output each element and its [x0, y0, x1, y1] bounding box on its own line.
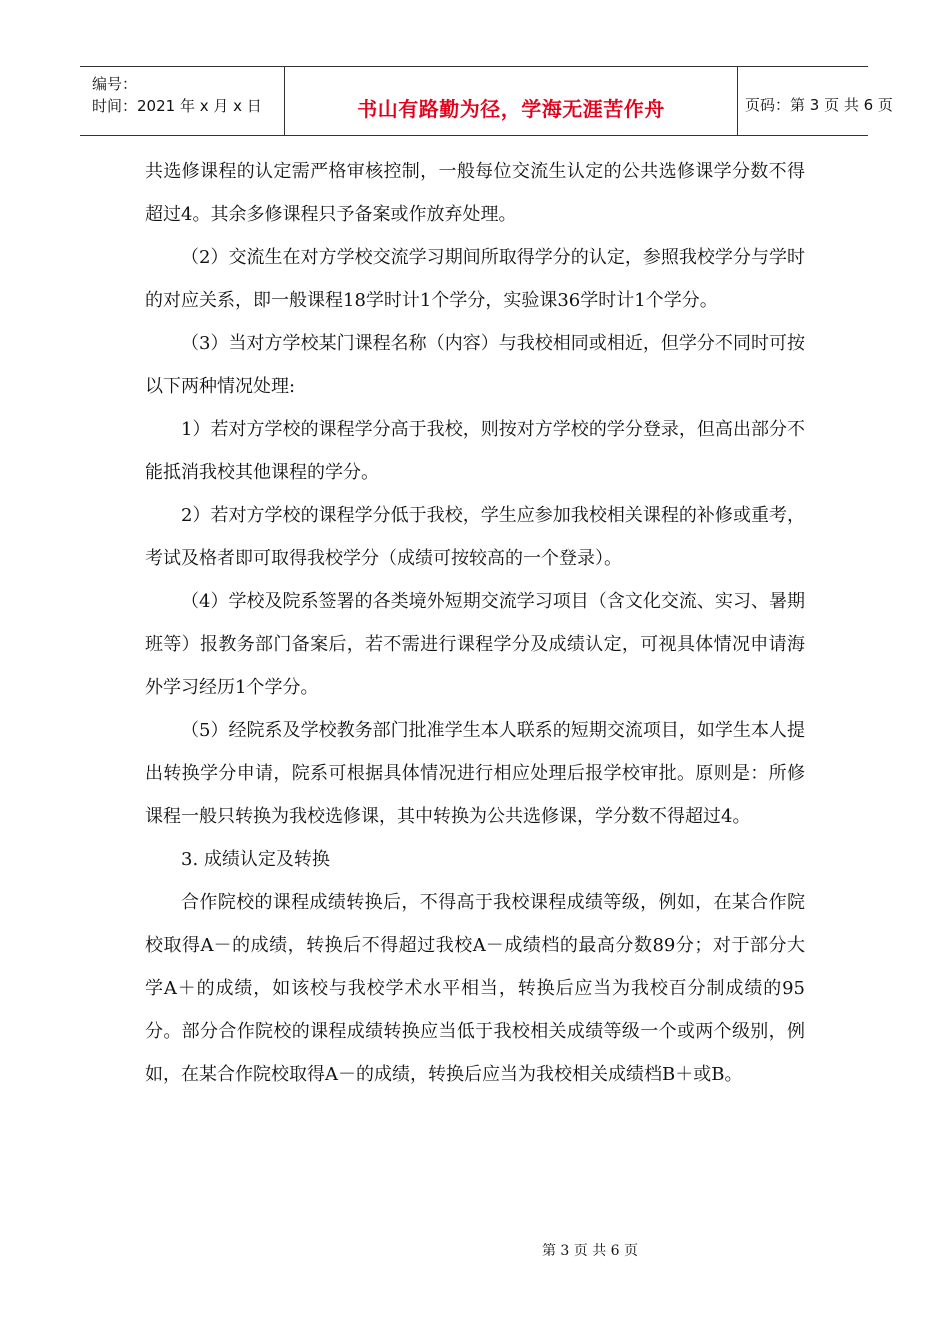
- paragraph-item-2: （2）交流生在对方学校交流学习期间所取得学分的认定，参照我校学分与学时的对应关系，即一般课程18学时计1个学分，实验课36学时计1个学分。: [145, 247, 805, 311]
- header-motto-cell: [284, 67, 738, 135]
- paragraph-grade-conversion: 合作院校的课程成绩转换后，不得高于我校课程成绩等级，例如，在某合作院校取得A－的成绩，转换后不得超过我校A－成绩档的最高分数89分；对于部分大学A＋的成绩，如该校与我校学术水平相当，转换后应当为我校百分制成绩的95分。部分合作院校的课程成绩转换应当低于我校相关成绩等级一个或两个级别，例如，在某合作院校取得A－的成绩，转换后应当为我校相关成绩档B＋或B。: [145, 892, 805, 1085]
- paragraph-item-3: （3）当对方学校某门课程名称（内容）与我校相同或相近，但学分不同时可按以下两种情况处理:: [145, 333, 805, 397]
- paragraph-subitem-1: 1）若对方学校的课程学分高于我校，则按对方学校的学分登录，但高出部分不能抵消我校其他课程的学分。: [145, 419, 805, 483]
- document-body: [145, 150, 805, 1096]
- paragraph-item-5: （5）经院系及学校教务部门批准学生本人联系的短期交流项目，如学生本人提出转换学分申请，院系可根据具体情况进行相应处理后报学校审批。原则是：所修课程一般只转换为我校选修课，其中转换为公共选修课，学分数不得超过4。: [145, 720, 805, 827]
- paragraph-subitem-2: 2）若对方学校的课程学分低于我校，学生应参加我校相关课程的补修或重考，考试及格者即可取得我校学分（成绩可按较高的一个登录）。: [145, 505, 805, 569]
- section-heading: 3. 成绩认定及转换: [181, 849, 330, 870]
- header-left-cell: [80, 67, 284, 135]
- document-number-label: 编号：: [92, 75, 138, 93]
- header-right-cell: [737, 67, 893, 135]
- header-page-info: 页码：第 3 页 共 6 页: [745, 96, 893, 114]
- page-header: [80, 66, 893, 136]
- paragraph-item-4: （4）学校及院系签署的各类境外短期交流学习项目（含文化交流、实习、暑期班等）报教务部门备案后，若不需进行课程学分及成绩认定，可视具体情况申请海外学习经历1个学分。: [145, 591, 805, 698]
- paragraph-continuation: 共选修课程的认定需严格审核控制，一般每位交流生认定的公共选修课学分数不得超过4。其余多修课程只予备案或作放弃处理。: [145, 161, 805, 225]
- page-footer: [0, 1240, 950, 1260]
- document-date-label: 时间：2021 年 x 月 x 日: [92, 97, 262, 115]
- footer-page-number: 第 3 页 共 6 页: [541, 1243, 639, 1259]
- header-motto: 书山有路勤为径，学海无涯苦作舟: [357, 97, 665, 121]
